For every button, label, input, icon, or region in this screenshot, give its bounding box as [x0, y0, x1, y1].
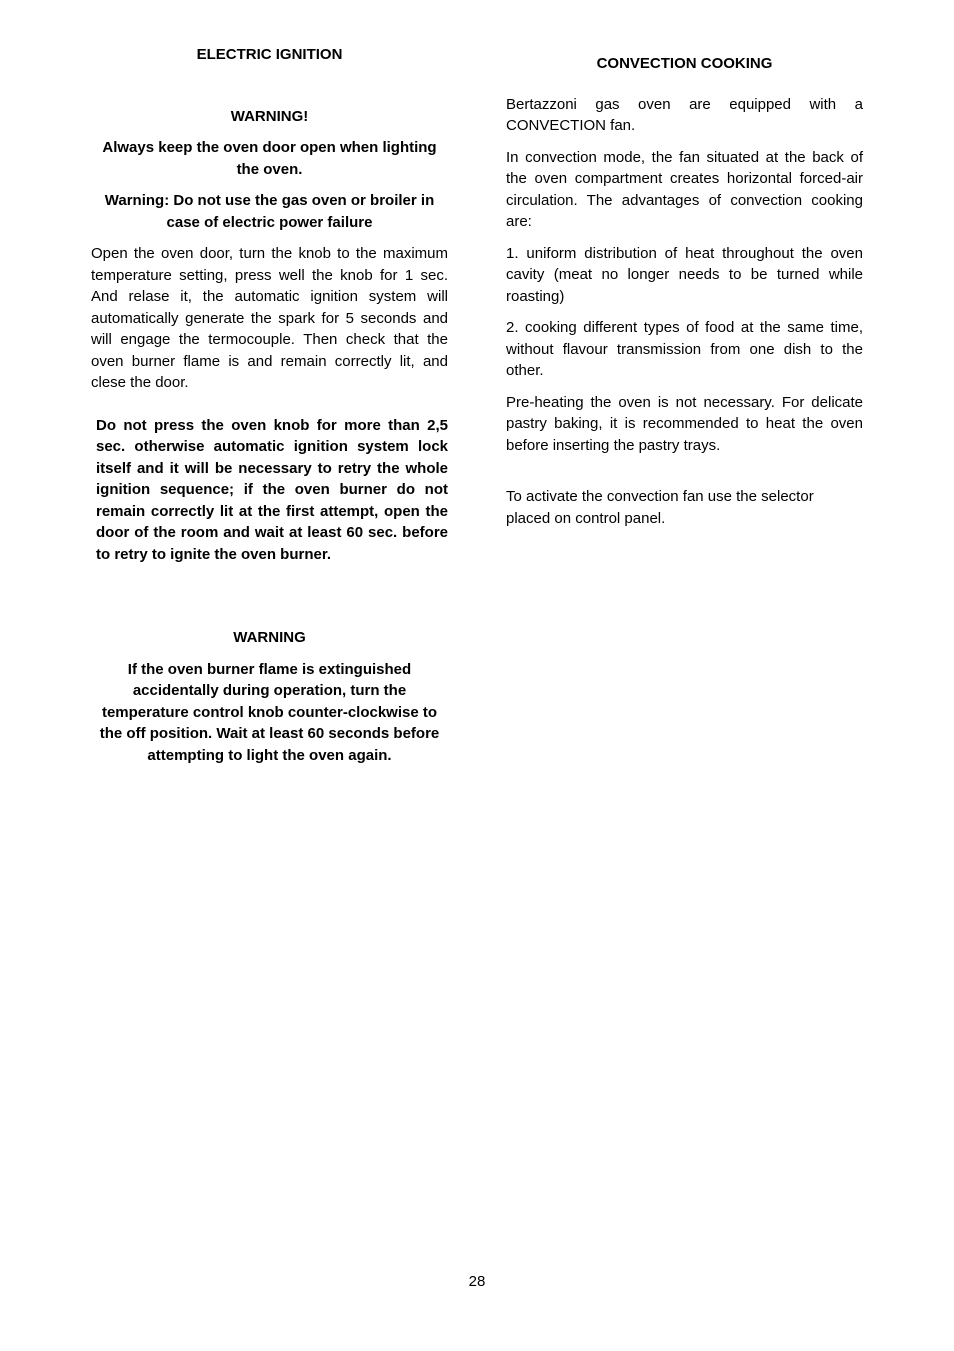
advantage-multiple-foods: 2. cooking different types of food at the same time, without flavour transmission from one dish to the other.: [506, 319, 863, 379]
warning-heading-1: WARNING!: [230, 107, 309, 125]
ignition-instructions-paragraph: Open the oven door, turn the knob to the maximum temperature setting, press well the knob for 1 sec. And relase it, the automatic ignition system will automatically generate the spark for 5 seconds and will engage the termocouple. Then check that the oven burner flame is and remain correctly lit, and clese the door.: [91, 245, 448, 391]
advantage-uniform-heat: 1. uniform distribution of heat throughout the oven cavity (meat no longer needs to be turned while roasting): [506, 244, 863, 305]
flame-extinguished-warning-text: If the oven burner flame is extinguished accidentally during operation, turn the temperature control knob counter-clockwise to the off position. Wait at least 60 seconds before attempting to light the oven again.: [99, 660, 440, 764]
page-number: 28: [468, 1273, 486, 1290]
warning-heading-2: WARNING: [233, 629, 306, 646]
convection-intro-paragraph: Bertazzoni gas oven are equipped with a CONVECTION fan.: [506, 95, 863, 134]
warning-power-failure-text: Warning: Do not use the gas oven or broiler in case of electric power failure: [104, 192, 435, 231]
convection-mode-paragraph: In convection mode, the fan situated at the back of the oven compartment creates horizontal forced-air circulation. The advantages of convection cooking are:: [506, 148, 863, 230]
knob-caution-paragraph: Do not press the oven knob for more than 2,5 sec. otherwise automatic ignition system lock itself and it will be necessary to retry the whole ignition sequence; if the oven burner do not remain correctly lit at the first attempt, open the door of the room and wait at least 60 sec. before to retry to ignite the oven burner.: [96, 416, 448, 563]
preheating-paragraph: Pre-heating the oven is not necessary. For delicate pastry baking, it is recommended to heat the oven before inserting the pastry trays.: [506, 393, 863, 454]
electric-ignition-title: ELECTRIC IGNITION: [196, 46, 343, 63]
convection-cooking-title: CONVECTION COOKING: [596, 55, 773, 72]
convection-fan-activation-paragraph: [506, 486, 863, 529]
left-column: [91, 44, 448, 766]
activation-line-2: placed on control panel.: [506, 509, 666, 527]
right-column: [506, 53, 863, 529]
warning-door-open-text: Always keep the oven door open when lighting the oven.: [102, 139, 437, 178]
activation-line-1: To activate the convection fan use the selector: [506, 488, 814, 505]
